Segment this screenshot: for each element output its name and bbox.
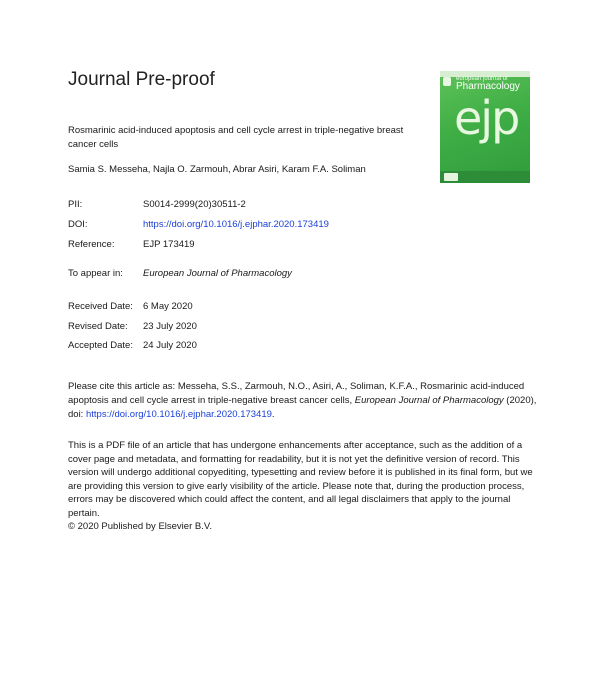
accepted-date-label: Accepted Date: (68, 340, 133, 351)
article-title: Rosmarinic acid-induced apoptosis and cell cycle arrest in triple-negative breast cancer cells (68, 125, 404, 150)
cover-journal-line1: european journal of (456, 76, 508, 82)
reference-value: EJP 173419 (143, 239, 195, 250)
article-authors: Samia S. Messeha, Najla O. Zarmouh, Abrar Asiri, Karam F.A. Soliman (68, 164, 366, 175)
cover-logo-icon (444, 173, 458, 181)
citation-middle: (2020), doi: (68, 395, 537, 420)
journal-pre-proof-title: Journal Pre-proof (68, 69, 215, 90)
appear-in-label: To appear in: (68, 268, 123, 279)
pre-proof-notice: This is a PDF file of an article that has undergone enhancements after acceptance, such as the addition of a cover page and metadata, and formatting for readability, but it is not yet the definitive version of record. This version will undergo additional copyediting, typesetting and review before it is published in its final form, but we are providing this version to give early visibility of the article. Please note that, during the production process, errors may be discovered which could affect the content, and all legal disclaimers that apply to the journal pertain. (68, 440, 533, 519)
pii-label: PII: (68, 199, 83, 210)
citation-paragraph (68, 380, 538, 422)
doi-label: DOI: (68, 219, 88, 230)
elsevier-tree-icon (443, 77, 451, 86)
doi-link[interactable]: https://doi.org/10.1016/j.ejphar.2020.173419 (143, 219, 329, 230)
received-date-label: Received Date: (68, 301, 133, 312)
citation-journal: European Journal of Pharmacology (354, 395, 504, 406)
citation-doi-link[interactable]: https://doi.org/10.1016/j.ejphar.2020.173419 (85, 409, 272, 420)
cover-ejp-mark: ejp (454, 91, 519, 145)
pii-value: S0014-2999(20)30511-2 (143, 199, 246, 210)
citation-prefix: Please cite this article as: Messeha, S.S., Zarmouh, N.O., Asiri, A., Soliman, K.F.A., Rosmarinic acid-induced apoptosis and cell cycle arrest in triple-negative breast cancer cells, (68, 381, 525, 406)
appear-in-value: European Journal of Pharmacology (143, 268, 292, 279)
accepted-date-value: 24 July 2020 (143, 340, 197, 351)
citation-suffix: . (271, 409, 275, 420)
cover-journal-line2: Pharmacology (456, 81, 520, 92)
copyright-notice: © 2020 Published by Elsevier B.V. (68, 521, 212, 532)
revised-date-value: 23 July 2020 (143, 321, 197, 332)
received-date-value: 6 May 2020 (143, 301, 193, 312)
reference-label: Reference: (68, 239, 115, 250)
revised-date-label: Revised Date: (68, 321, 128, 332)
journal-cover-image (440, 71, 530, 183)
